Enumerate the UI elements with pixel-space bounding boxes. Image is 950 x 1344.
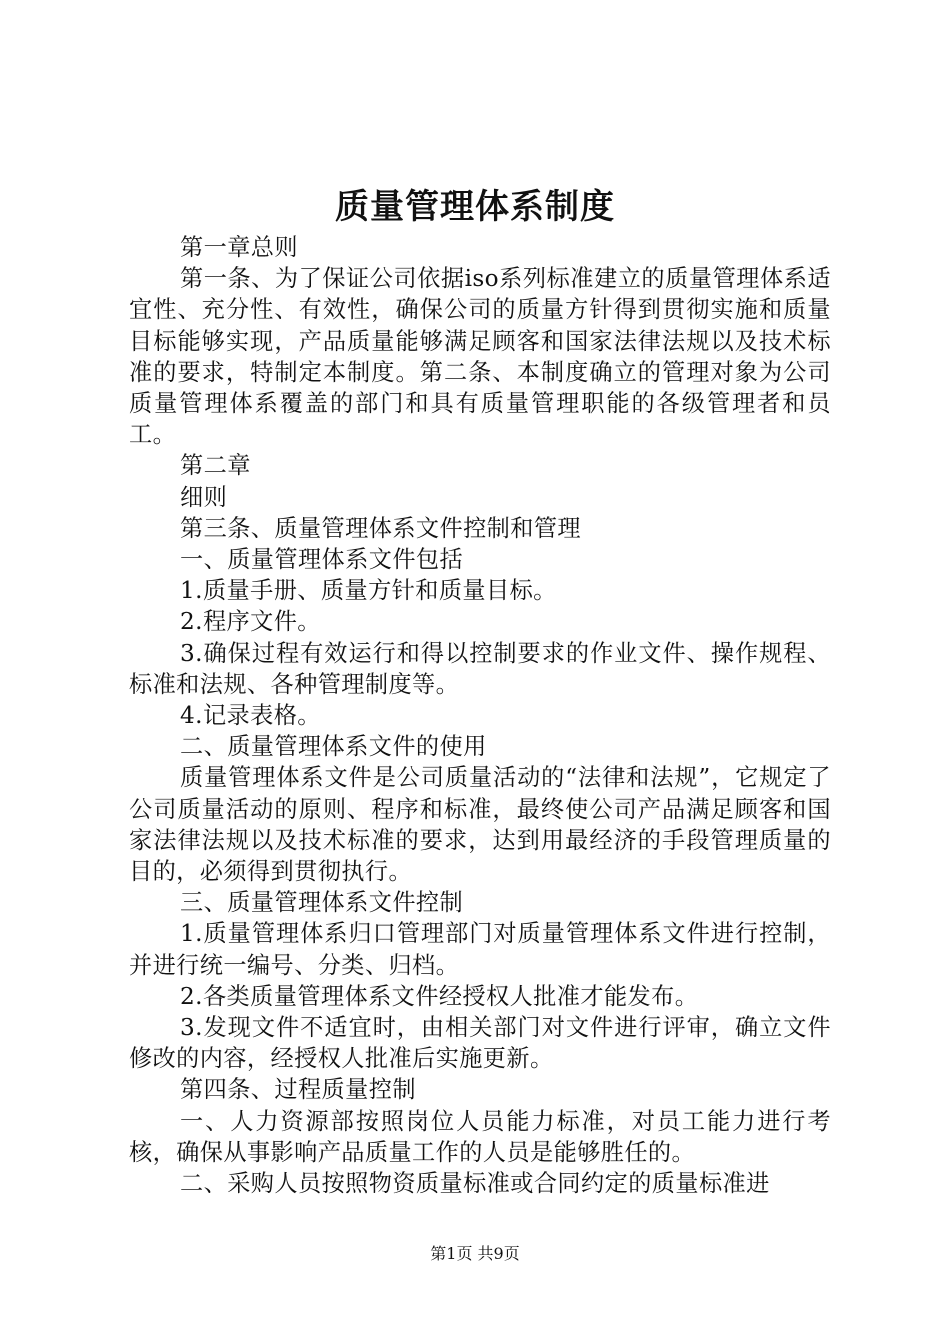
paragraph: 质量管理体系文件是公司质量活动的“法律和法规”，它规定了公司质量活动的原则、程序和标准，最终使公司产品满足顾客和国家法律法规以及技术标准的要求，达到用最经济的手段管理质量的目的，必须得到贯彻执行。 [129,764,831,886]
article-heading: 第四条、过程质量控制 [180,1076,416,1104]
page-number-footer: 第1页 共9页 [430,1244,520,1263]
list-item: 3.发现文件不适宜时，由相关部门对文件进行评审，确立文件修改的内容，经授权人批准后实施更新。 [129,1014,831,1073]
chapter-heading: 第二章 [180,452,251,480]
chapter-subtitle: 细则 [180,483,228,511]
list-item: 3.确保过程有效运行和得以控制要求的作业文件、操作规程、标准和法规、各种管理制度等。 [129,639,831,698]
list-item: 2.程序文件。 [180,608,321,636]
article-heading: 第三条、质量管理体系文件控制和管理 [180,514,582,542]
section-heading: 二、质量管理体系文件的使用 [180,733,487,761]
list-item: 1.质量管理体系归口管理部门对质量管理体系文件进行控制，并进行统一编号、分类、归档。 [129,920,831,979]
list-item: 2.各类质量管理体系文件经授权人批准才能发布。 [180,982,699,1010]
section-heading: 一、质量管理体系文件包括 [180,546,464,574]
section-heading: 三、质量管理体系文件控制 [180,889,464,917]
document-body [129,232,831,1199]
paragraph: 二、采购人员按照物资质量标准或合同约定的质量标准进 [180,1170,770,1198]
chapter-heading: 第一章总则 [180,234,298,261]
paragraph: 第一条、为了保证公司依据iso系列标准建立的质量管理体系适宜性、充分性、有效性，确保公司的质量方针得到贯彻实施和质量目标能够实现，产品质量能够满足顾客和国家法律法规以及技术标准的要求，特制定本制度。第二条、本制度确立的管理对象为公司质量管理体系覆盖的部门和具有质量管理职能的各级管理者和员工。 [129,265,831,449]
list-item: 4.记录表格。 [180,702,321,730]
document-title: 质量管理体系制度 [335,187,615,227]
paragraph: 一、人力资源部按照岗位人员能力标准，对员工能力进行考核，确保从事影响产品质量工作的人员是能够胜任的。 [129,1107,831,1166]
list-item: 1.质量手册、质量方针和质量目标。 [180,577,557,605]
